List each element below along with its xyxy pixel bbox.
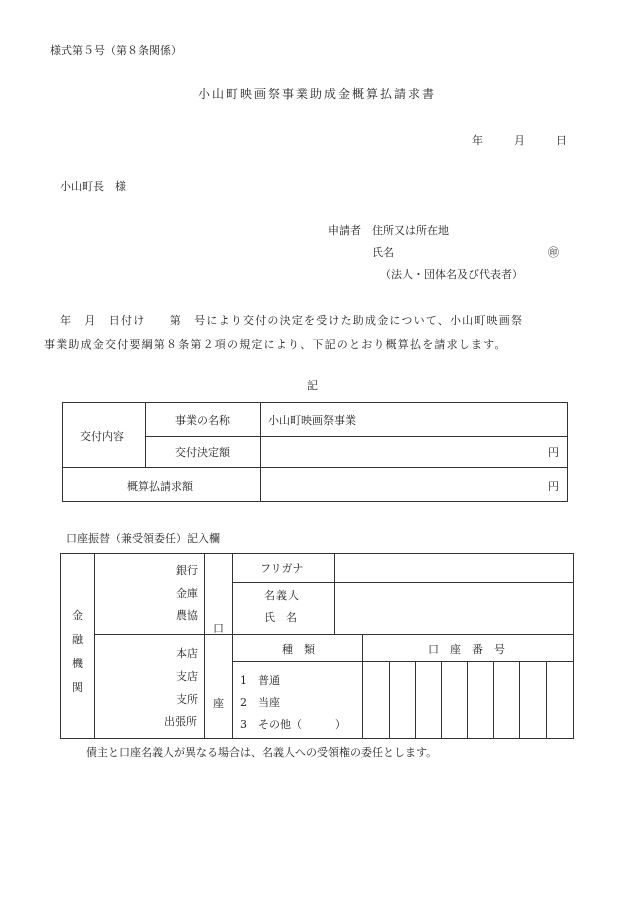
kind-option-toza: 2 当座	[240, 696, 280, 709]
decision-amount-label: 交付決定額	[175, 446, 230, 459]
branch-office: 出張所	[164, 715, 197, 728]
institution-char-1: 金	[72, 609, 83, 622]
date-day: 日	[556, 134, 567, 147]
institution-char-3: 機	[72, 657, 83, 670]
request-amount-yen: 円	[548, 480, 559, 493]
footnote: 債主と口座名義人が異なる場合は、名義人への受領権の委任とします。	[86, 746, 438, 759]
holder-label-2: 氏 名	[264, 611, 297, 624]
seal-mark: ㊞	[548, 246, 559, 259]
type-nokyo: 農協	[176, 609, 198, 622]
addressee: 小山町長 様	[60, 180, 126, 193]
institution-char-2: 融	[72, 633, 83, 646]
branch-shisho: 支所	[176, 693, 198, 706]
project-name-label: 事業の名称	[175, 414, 230, 427]
furigana-label: フリガナ	[260, 562, 304, 575]
kind-option-other: 3 その他（ ）	[240, 718, 346, 731]
request-amount-label: 概算払請求額	[127, 480, 193, 493]
date-month: 月	[514, 134, 525, 147]
kind-option-futsu: 1 普通	[240, 674, 280, 687]
grant-content-label: 交付内容	[80, 430, 124, 443]
applicant-name-label: 氏名	[372, 246, 394, 259]
bank-section-title: 口座振替（兼受領委任）記入欄	[66, 532, 220, 545]
project-name-value: 小山町映画祭事業	[268, 414, 356, 427]
holder-label-1: 名義人	[264, 589, 300, 602]
account-number-header: 口 座 番 号	[428, 643, 505, 656]
type-bank: 銀行	[176, 564, 198, 577]
decision-amount-yen: 円	[548, 446, 559, 459]
date-year: 年	[472, 134, 483, 147]
kind-header: 種 類	[282, 643, 315, 656]
applicant-corp-note: （法人・団体名及び代表者）	[380, 268, 523, 281]
applicant-label: 申請者	[328, 224, 361, 237]
account-char-2: 座	[213, 697, 224, 710]
branch-shiten: 支店	[176, 670, 198, 683]
applicant-address-label: 住所又は所在地	[372, 224, 449, 237]
page-title: 小山町映画祭事業助成金概算払請求書	[198, 87, 437, 101]
type-shinkin: 金庫	[176, 587, 198, 600]
form-number: 様式第５号（第８条関係）	[50, 44, 182, 57]
branch-main: 本店	[176, 647, 198, 660]
account-char-1: 口	[213, 622, 224, 635]
body-line-1: 年 月 日付け 第 号により交付の決定を受けた助成金について、小山町映画祭	[60, 314, 524, 327]
ki-heading: 記	[307, 379, 318, 392]
institution-char-4: 関	[72, 681, 83, 694]
body-line-2: 事業助成金交付要綱第８条第２項の規定により、下記のとおり概算払を請求します。	[44, 338, 507, 351]
